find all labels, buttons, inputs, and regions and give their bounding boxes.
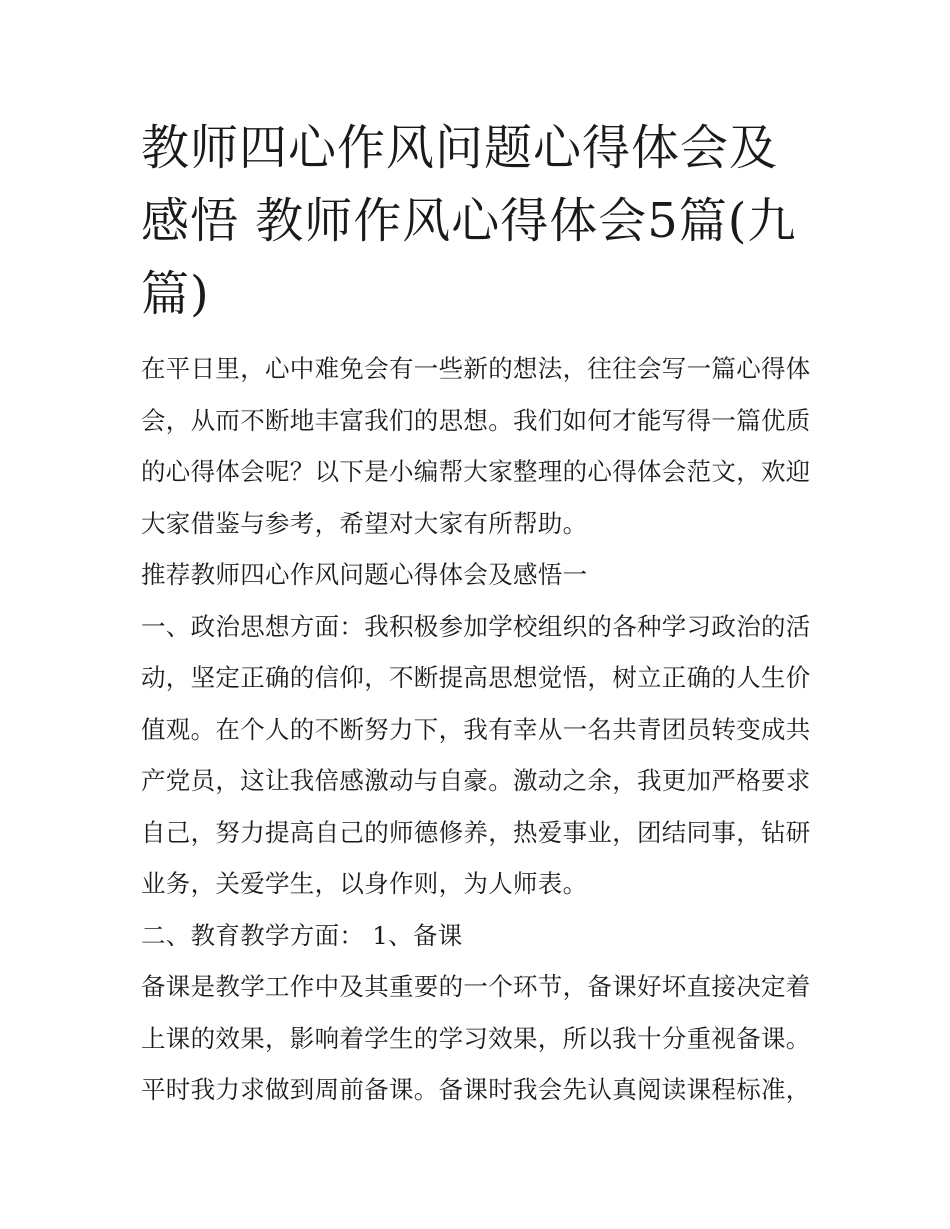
teaching-section-heading: 二、教育教学方面： 1、备课 <box>141 920 463 950</box>
document-title: 教师四心作风问题心得体会及感悟 教师作风心得体会5篇(九篇) <box>141 120 797 322</box>
intro-paragraph: 在平日里，心中难免会有一些新的想法，往往会写一篇心得体会，从而不断地丰富我们的思想。我们如何才能写得一篇优质的心得体会呢？以下是小编帮大家整理的心得体会范文，欢迎大家借鉴与参考，希望对大家有所帮助。 <box>141 354 811 538</box>
political-thought-paragraph: 一、政治思想方面：我积极参加学校组织的各种学习政治的活动，坚定正确的信仰，不断提高思想觉悟，树立正确的人生价值观。在个人的不断努力下，我有幸从一名共青团员转变成共产党员，这让我倍感激动与自豪。激动之余，我更加严格要求自己，努力提高自己的师德修养，热爱事业，团结同事，钻研业务，关爱学生，以身作则，为人师表。 <box>141 611 811 898</box>
lesson-preparation-paragraph: 备课是教学工作中及其重要的一个环节，备课好坏直接决定着上课的效果，影响着学生的学习效果，所以我十分重视备课。平时我力求做到周前备课。备课时我会先认真阅读课程标准， <box>141 972 811 1104</box>
section-heading-one: 推荐教师四心作风问题心得体会及感悟一 <box>141 560 588 589</box>
document-page <box>141 112 821 1116</box>
